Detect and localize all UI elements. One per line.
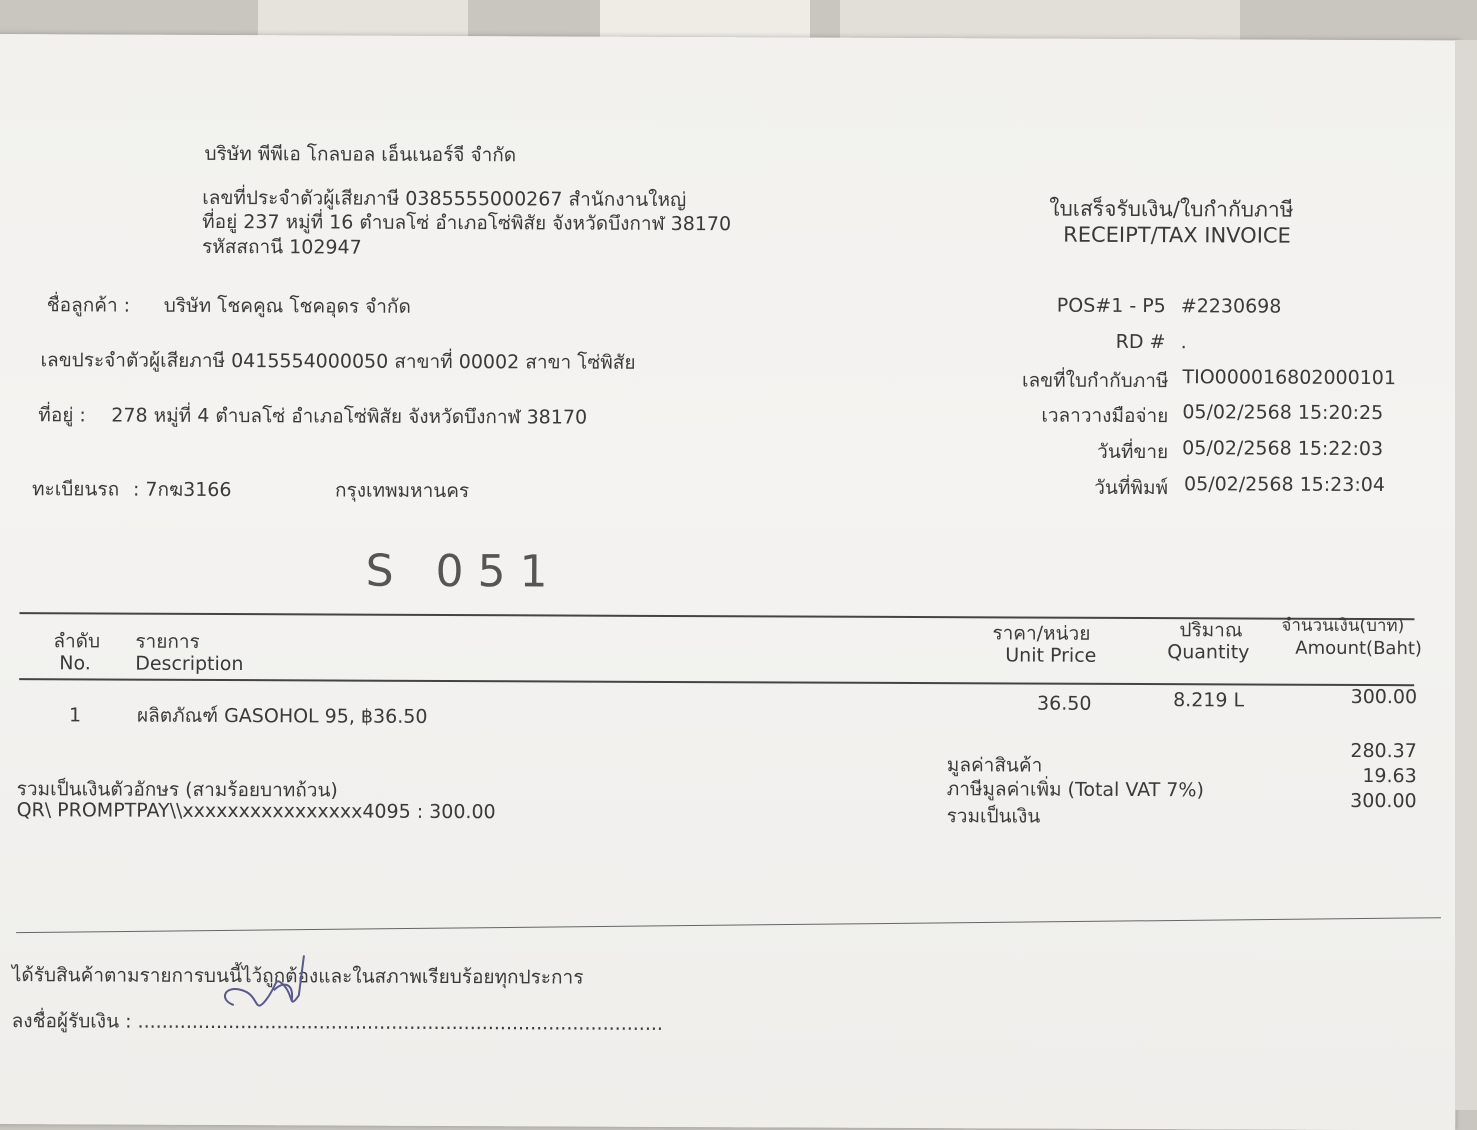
plate-value: : 7กฆ3166 — [132, 478, 232, 502]
customer-name-label: ชื่อลูกค้า : — [46, 294, 131, 317]
customer-address-label: ที่อยู่ : — [38, 404, 86, 427]
received-statement: ได้รับสินค้าตามรายการบนนี้ไว้ถูกต้องและในสภาพเรียบร้อยทุกประการ — [11, 964, 584, 989]
plate-label: ทะเบียนรถ — [31, 478, 120, 501]
row-no: 1 — [68, 704, 82, 727]
pos-label: POS#1 - P5 — [1056, 294, 1166, 318]
nozzle-time-value: 05/02/2568 15:20:25 — [1182, 401, 1384, 425]
header-qty-th: ปริมาณ — [1179, 619, 1243, 642]
doc-title-english: RECEIPT/TAX INVOICE — [1063, 222, 1291, 248]
subtotal-label: มูลค่าสินค้า — [946, 754, 1043, 777]
total-label: รวมเป็นเงิน — [946, 805, 1041, 828]
company-address: ที่อยู่ 237 หมู่ที่ 16 ตำบลโซ่ อำเภอโซ่พิสัย จังหวัดบึงกาฬ 38170 — [202, 210, 732, 236]
print-date-value: 05/02/2568 15:23:04 — [1183, 473, 1385, 497]
vat-value: 19.63 — [1362, 764, 1417, 788]
province: กรุงเทพมหานคร — [334, 479, 470, 503]
payment-method: QR\ PROMPTPAY\\xxxxxxxxxxxxxxxx4095 : 300.00 — [16, 799, 496, 824]
header-no-th: ลำดับ — [53, 630, 101, 653]
header-price-en: Unit Price — [1005, 644, 1097, 667]
customer-address: 278 หมู่ที่ 4 ตำบลโซ่ อำเภอโซ่พิสัย จังหวัดบึงกาฬ 38170 — [111, 404, 588, 429]
company-tax-id: เลขที่ประจำตัวผู้เสียภาษี 0385555000267 สำนักงานใหญ่ — [202, 186, 687, 212]
pos-value: #2230698 — [1180, 295, 1282, 318]
footer-rule — [16, 917, 1441, 933]
row-quantity: 8.219 L — [1173, 689, 1245, 712]
nozzle-time-label: เวลาวางมือจ่าย — [1041, 404, 1169, 428]
print-date-label: วันที่พิมพ์ — [1094, 476, 1169, 500]
rd-label: RD # — [1115, 330, 1166, 354]
header-no-en: No. — [59, 652, 91, 675]
customer-name: บริษัท โชคคูณ โชคอุดร จำกัด — [163, 294, 411, 318]
station-code: รหัสสถานี 102947 — [202, 235, 362, 259]
customer-tax-line: เลขประจำตัวผู้เสียภาษี 0415554000050 สาขาที่ 00002 สาขา โซ่พิสัย — [40, 349, 636, 374]
receipt-paper — [0, 34, 1460, 1130]
tax-invoice-number: TIO000016802000101 — [1182, 366, 1397, 390]
row-description: ผลิตภัณฑ์ GASOHOL 95, ฿36.50 — [136, 704, 428, 728]
sale-date-label: วันที่ขาย — [1097, 440, 1169, 464]
table-header-rule — [19, 678, 1414, 686]
total-value: 300.00 — [1350, 789, 1417, 813]
amount-in-words: รวมเป็นเงินตัวอักษร (สามร้อยบาทถ้วน) — [16, 778, 338, 802]
header-qty-en: Quantity — [1167, 641, 1250, 664]
header-desc-th: รายการ — [135, 630, 200, 653]
header-desc-en: Description — [135, 652, 244, 676]
subtotal-value: 280.37 — [1350, 739, 1417, 763]
company-name: บริษัท พีพีเอ โกลบอล เอ็นเนอร์จี จำกัด — [204, 142, 517, 167]
tax-invoice-label: เลขที่ใบกำกับภาษี — [1021, 369, 1169, 393]
header-amount-th: จำนวนเงิน(บาท) — [1281, 615, 1405, 637]
row-unit-price: 36.50 — [1037, 692, 1092, 715]
row-amount: 300.00 — [1350, 685, 1418, 709]
signature-line: ลงชื่อผู้รับเงิน : ....................................................................................... — [11, 1010, 664, 1035]
header-price-th: ราคา/หน่วย — [992, 622, 1091, 645]
header-amount-en: Amount(Baht) — [1295, 637, 1423, 660]
doc-title-thai: ใบเสร็จรับเงิน/ใบกำกับภาษี — [1049, 196, 1294, 222]
sale-date-value: 05/02/2568 15:22:03 — [1182, 437, 1384, 461]
vat-label: ภาษีมูลค่าเพิ่ม (Total VAT 7%) — [946, 778, 1204, 802]
paper-edge — [1455, 40, 1477, 1110]
rd-value: . — [1180, 331, 1187, 354]
handwritten-note: S 051 — [365, 545, 562, 598]
